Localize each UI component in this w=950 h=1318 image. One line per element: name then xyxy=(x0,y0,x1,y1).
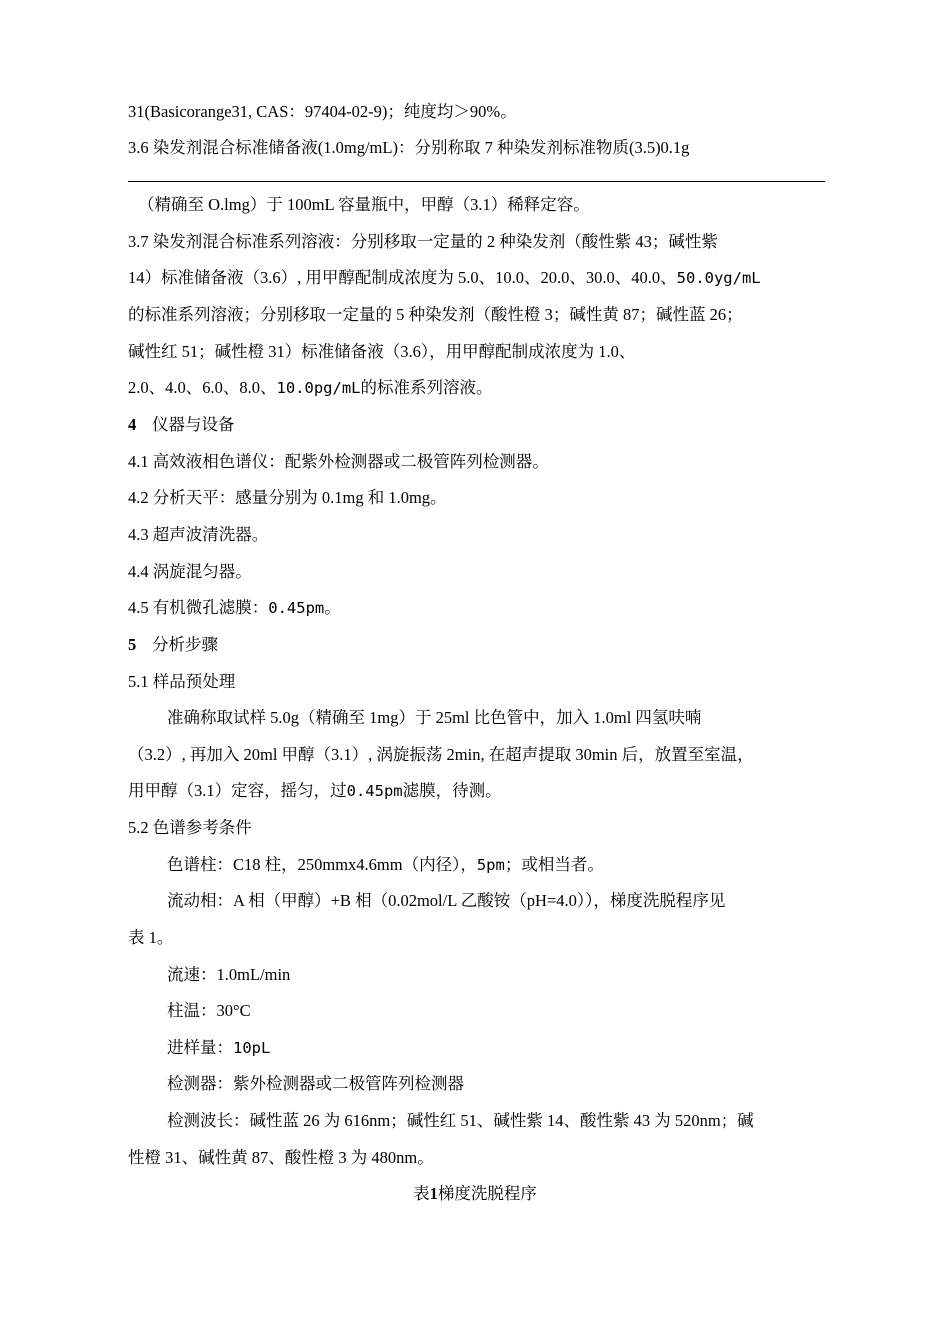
text-span: 准确称取试样 5.0g（精确至 1mg）于 25ml 比色管中，加入 1.0ml 四氢呋喃 xyxy=(167,708,702,727)
text-span: 表 1。 xyxy=(128,928,174,947)
text-span: 14）标准储备液（3.6）, 用甲醇配制成浓度为 5.0、10.0、20.0、30.0、40.0、 xyxy=(128,268,677,287)
text-line xyxy=(167,1110,754,1132)
text-line xyxy=(128,561,252,583)
value-text: 10pL xyxy=(233,1039,271,1057)
text-line xyxy=(128,137,689,159)
text-line xyxy=(128,101,517,123)
text-span: 性橙 31、碱性黄 87、酸性橙 3 为 480nm。 xyxy=(128,1148,434,1167)
section-heading xyxy=(128,634,218,656)
value-text: 10.0pg/mL xyxy=(276,379,361,397)
text-line xyxy=(167,854,604,876)
horizontal-rule xyxy=(128,181,825,182)
text-line xyxy=(128,304,743,326)
text-span: 4.2 分析天平：感量分别为 0.1mg 和 1.0mg。 xyxy=(128,488,447,507)
text-span: 检测波长：碱性蓝 26 为 616nm；碱性红 51、碱性紫 14、酸性紫 43 为 520nm；碱 xyxy=(167,1111,754,1130)
text-line xyxy=(128,817,252,839)
text-line xyxy=(128,451,549,473)
section-title: 分析步骤 xyxy=(152,635,218,654)
text-span: 用甲醇（3.1）定容，摇匀，过 xyxy=(128,781,347,800)
text-span: ；或相当者。 xyxy=(504,855,604,874)
text-span: 4.3 超声波清洗器。 xyxy=(128,525,269,544)
text-line xyxy=(128,524,268,546)
text-span: 3.6 染发剂混合标准储备液(1.0mg/mL)：分别称取 7 种染发剂标准物质(3.5)0.1g xyxy=(128,138,690,157)
text-span: 3.7 染发剂混合标准系列溶液：分别移取一定量的 2 种染发剂（酸性紫 43；碱性紫 xyxy=(128,232,718,251)
caption-number: 1 xyxy=(429,1184,438,1203)
caption-prefix: 表 xyxy=(413,1184,430,1203)
text-span: 碱性红 51；碱性橙 31）标准储备液（3.6），用甲醇配制成浓度为 1.0、 xyxy=(128,342,636,361)
text-span: 的标准系列溶液；分别移取一定量的 5 种染发剂（酸性橙 3；碱性黄 87；碱性蓝 26； xyxy=(128,305,743,324)
text-span: 。 xyxy=(324,598,341,617)
text-span: 滤膜，待测。 xyxy=(402,781,502,800)
value-text: 0.45pm xyxy=(346,782,403,800)
text-line xyxy=(167,890,725,912)
section-number: 5 xyxy=(128,635,137,654)
text-span: （3.2）, 再加入 20ml 甲醇（3.1）, 涡旋振荡 2min, 在超声提取 30min 后，放置至室温， xyxy=(128,745,754,764)
text-line xyxy=(128,927,173,949)
text-line xyxy=(128,231,718,253)
text-line xyxy=(138,194,590,216)
section-number: 4 xyxy=(128,415,137,434)
text-span: 检测器：紫外检测器或二极管阵列检测器 xyxy=(167,1074,464,1093)
text-span: 的标准系列溶液。 xyxy=(360,378,493,397)
text-span: 色谱柱：C18 柱，250mmx4.6mm（内径）， xyxy=(167,855,477,874)
value-text: 0.45pm xyxy=(268,599,325,617)
text-line xyxy=(128,780,502,802)
text-line xyxy=(128,1147,434,1169)
section-title: 仪器与设备 xyxy=(152,415,235,434)
text-line xyxy=(128,744,754,766)
text-span: 2.0、4.0、6.0、8.0、 xyxy=(128,378,277,397)
text-span: 4.1 高效液相色谱仪：配紫外检测器或二极管阵列检测器。 xyxy=(128,452,549,471)
text-span: 流动相：A 相（甲醇）+B 相（0.02mol/L 乙酸铵（pH=4.0）），梯度洗脱程序见 xyxy=(167,891,726,910)
text-line xyxy=(128,671,235,693)
text-line xyxy=(128,341,635,363)
section-heading xyxy=(128,414,235,436)
text-line xyxy=(167,1000,251,1022)
text-span: 进样量： xyxy=(167,1038,233,1057)
value-text: 5pm xyxy=(476,856,505,874)
text-line xyxy=(167,964,290,986)
text-span: 流速：1.0mL/min xyxy=(167,965,291,984)
text-span: （精确至 O.lmg）于 100mL 容量瓶中，甲醇（3.1）稀释定容。 xyxy=(138,195,590,214)
text-line xyxy=(167,1037,270,1059)
text-line xyxy=(167,1073,464,1095)
caption-title: 梯度洗脱程序 xyxy=(437,1184,537,1203)
text-line xyxy=(128,487,447,509)
text-line xyxy=(167,707,701,729)
text-line xyxy=(128,377,493,399)
text-span: 31(Basicorange31, CAS：97404-02-9)；纯度均＞90%。 xyxy=(128,102,517,121)
text-span: 柱温：30°C xyxy=(167,1001,251,1020)
text-span: 5.1 样品预处理 xyxy=(128,672,236,691)
text-span: 4.4 涡旋混匀器。 xyxy=(128,562,252,581)
value-text: 50.0yg/mL xyxy=(676,269,761,287)
text-span: 4.5 有机微孔滤膜： xyxy=(128,598,269,617)
text-line xyxy=(128,597,341,619)
table-caption xyxy=(0,1183,950,1205)
text-line xyxy=(128,267,761,289)
text-span: 5.2 色谱参考条件 xyxy=(128,818,252,837)
